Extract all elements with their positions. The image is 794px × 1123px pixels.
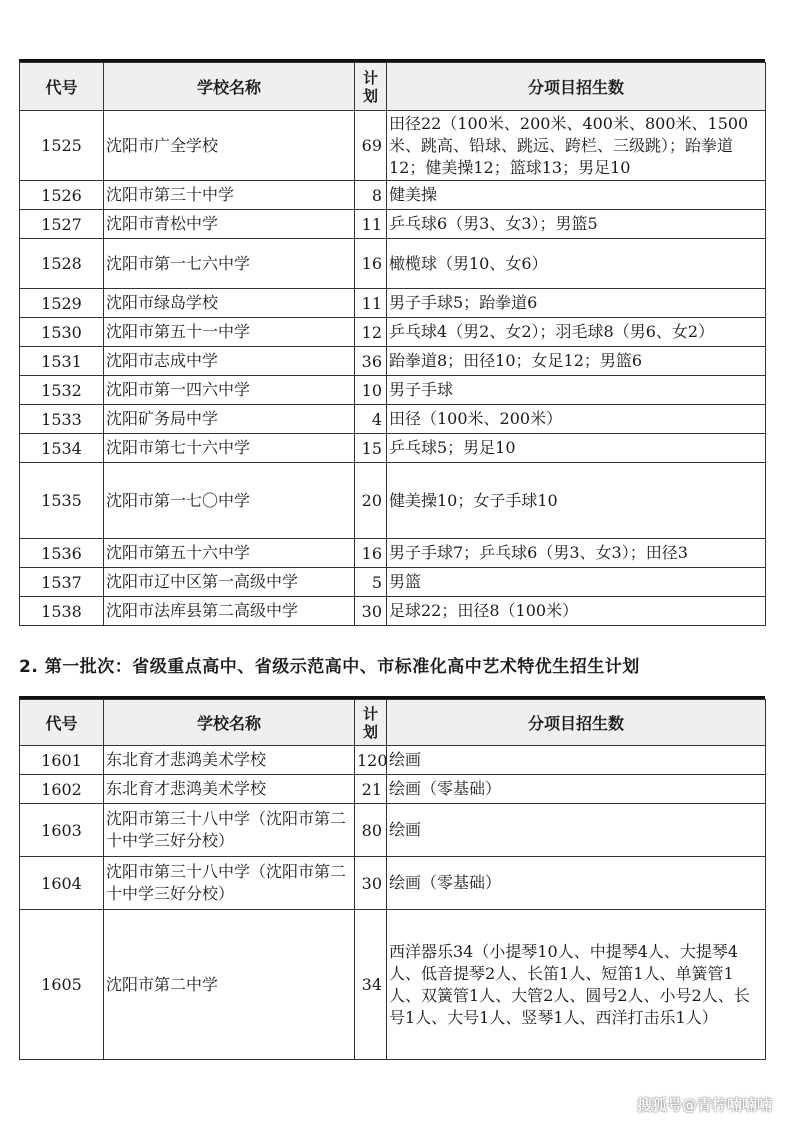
plan-cell: 69 — [355, 111, 387, 181]
items-cell: 绘画（零基础） — [387, 775, 766, 804]
table-row — [20, 910, 766, 1060]
plan-cell: 120 — [355, 746, 387, 775]
items-cell: 男子手球7；乒乓球6（男3、女3）；田径3 — [387, 539, 766, 568]
code-cell: 1531 — [20, 347, 104, 376]
items-cell: 田径（100米、200米） — [387, 405, 766, 434]
school-name-cell: 沈阳市第一四六中学 — [104, 376, 355, 405]
plan-cell: 30 — [355, 857, 387, 910]
code-cell: 1538 — [20, 597, 104, 626]
school-name-cell: 沈阳市第三十八中学（沈阳市第二十中学三好分校） — [104, 804, 355, 857]
items-cell: 乒乓球5；男足10 — [387, 434, 766, 463]
school-name-cell: 沈阳市第七十六中学 — [104, 434, 355, 463]
school-name-cell: 沈阳市第一七〇中学 — [104, 463, 355, 539]
plan-cell: 8 — [355, 181, 387, 210]
table-row — [20, 463, 766, 539]
items-cell: 健美操10；女子手球10 — [387, 463, 766, 539]
items-cell: 绘画（零基础） — [387, 857, 766, 910]
code-cell: 1536 — [20, 539, 104, 568]
code-cell: 1533 — [20, 405, 104, 434]
plan-cell: 15 — [355, 434, 387, 463]
table-row — [20, 111, 766, 181]
header-plan: 计划 — [355, 700, 387, 746]
code-cell: 1534 — [20, 434, 104, 463]
items-cell: 西洋器乐34（小提琴10人、中提琴4人、大提琴4人、低音提琴2人、长笛1人、短笛1人、单簧管1人、双簧管1人、大管2人、圆号2人、小号2人、长号1人、大号1人、竖琴1人、西洋打击乐1人） — [387, 910, 766, 1060]
table-row — [20, 239, 766, 289]
items-cell: 跆拳道8；田径10；女足12；男篮6 — [387, 347, 766, 376]
header-plan: 计划 — [355, 63, 387, 111]
code-cell: 1602 — [20, 775, 104, 804]
items-cell: 绘画 — [387, 746, 766, 775]
header-school-name: 学校名称 — [104, 700, 355, 746]
header-code: 代号 — [20, 63, 104, 111]
code-cell: 1535 — [20, 463, 104, 539]
school-name-cell: 沈阳市第三十中学 — [104, 181, 355, 210]
plan-cell: 11 — [355, 289, 387, 318]
school-name-cell: 沈阳市广全学校 — [104, 111, 355, 181]
code-cell: 1537 — [20, 568, 104, 597]
plan-cell: 20 — [355, 463, 387, 539]
header-code: 代号 — [20, 700, 104, 746]
plan-cell: 21 — [355, 775, 387, 804]
plan-cell: 12 — [355, 318, 387, 347]
school-name-cell: 东北育才悲鸿美术学校 — [104, 746, 355, 775]
table-art-plan — [19, 699, 766, 1060]
source-watermark: 搜狐号@青柠喃喃喃 — [636, 1096, 772, 1114]
table-row — [20, 434, 766, 463]
table-row — [20, 376, 766, 405]
school-name-cell: 沈阳市第五十一中学 — [104, 318, 355, 347]
items-cell: 足球22；田径8（100米） — [387, 597, 766, 626]
table-row — [20, 775, 766, 804]
school-name-cell: 沈阳市第五十六中学 — [104, 539, 355, 568]
code-cell: 1528 — [20, 239, 104, 289]
table-row — [20, 318, 766, 347]
plan-cell: 36 — [355, 347, 387, 376]
school-name-cell: 沈阳市法库县第二高级中学 — [104, 597, 355, 626]
items-cell: 田径22（100米、200米、400米、800米、1500米、跳高、铅球、跳远、跨栏、三级跳）；跆拳道12；健美操12；篮球13；男足10 — [387, 111, 766, 181]
table-row — [20, 210, 766, 239]
items-cell: 橄榄球（男10、女6） — [387, 239, 766, 289]
table-row — [20, 289, 766, 318]
header-items: 分项目招生数 — [387, 63, 766, 111]
table-row — [20, 568, 766, 597]
plan-cell: 11 — [355, 210, 387, 239]
plan-cell: 16 — [355, 539, 387, 568]
code-cell: 1526 — [20, 181, 104, 210]
school-name-cell: 沈阳市第一七六中学 — [104, 239, 355, 289]
school-name-cell: 沈阳市青松中学 — [104, 210, 355, 239]
table-header-row — [20, 63, 766, 111]
school-name-cell: 沈阳矿务局中学 — [104, 405, 355, 434]
table-row — [20, 597, 766, 626]
plan-cell: 16 — [355, 239, 387, 289]
school-name-cell: 沈阳市辽中区第一高级中学 — [104, 568, 355, 597]
school-name-cell: 沈阳市绿岛学校 — [104, 289, 355, 318]
table-sports-plan — [19, 62, 766, 626]
table-row — [20, 347, 766, 376]
code-cell: 1530 — [20, 318, 104, 347]
plan-cell: 34 — [355, 910, 387, 1060]
table-row — [20, 804, 766, 857]
header-school-name: 学校名称 — [104, 63, 355, 111]
table-row — [20, 746, 766, 775]
items-cell: 乒乓球6（男3、女3）；男篮5 — [387, 210, 766, 239]
plan-cell: 80 — [355, 804, 387, 857]
code-cell: 1604 — [20, 857, 104, 910]
items-cell: 健美操 — [387, 181, 766, 210]
school-name-cell: 东北育才悲鸿美术学校 — [104, 775, 355, 804]
header-items: 分项目招生数 — [387, 700, 766, 746]
table-header-row — [20, 700, 766, 746]
code-cell: 1525 — [20, 111, 104, 181]
items-cell: 男子手球 — [387, 376, 766, 405]
table-row — [20, 857, 766, 910]
items-cell: 绘画 — [387, 804, 766, 857]
table-row — [20, 405, 766, 434]
plan-cell: 5 — [355, 568, 387, 597]
table-row — [20, 181, 766, 210]
code-cell: 1529 — [20, 289, 104, 318]
school-name-cell: 沈阳市第二中学 — [104, 910, 355, 1060]
code-cell: 1532 — [20, 376, 104, 405]
plan-cell: 10 — [355, 376, 387, 405]
plan-cell: 30 — [355, 597, 387, 626]
plan-cell: 4 — [355, 405, 387, 434]
school-name-cell: 沈阳市第三十八中学（沈阳市第二十中学三好分校） — [104, 857, 355, 910]
code-cell: 1527 — [20, 210, 104, 239]
school-name-cell: 沈阳市志成中学 — [104, 347, 355, 376]
table-row — [20, 539, 766, 568]
code-cell: 1601 — [20, 746, 104, 775]
items-cell: 乒乓球4（男2、女2）；羽毛球8（男6、女2） — [387, 318, 766, 347]
items-cell: 男子手球5；跆拳道6 — [387, 289, 766, 318]
code-cell: 1605 — [20, 910, 104, 1060]
code-cell: 1603 — [20, 804, 104, 857]
items-cell: 男篮 — [387, 568, 766, 597]
section-heading: 2. 第一批次：省级重点高中、省级示范高中、市标准化高中艺术特优生招生计划 — [19, 657, 640, 677]
